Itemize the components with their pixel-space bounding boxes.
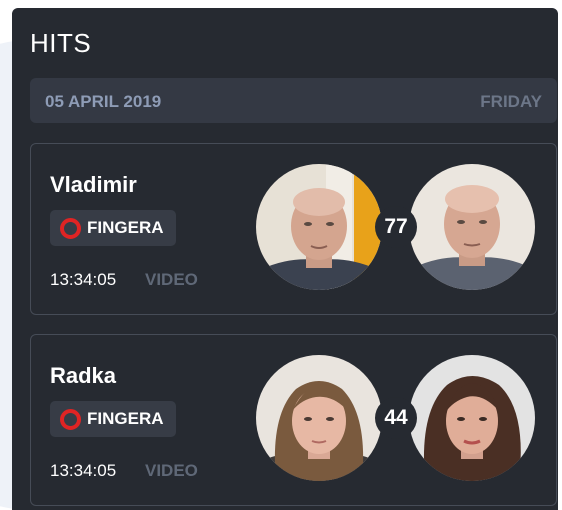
date-label: 05 APRIL 2019 (45, 92, 162, 111)
watchlist-ring-icon (60, 409, 81, 430)
hits-panel (12, 8, 558, 510)
person-name: Vladimir (50, 172, 137, 197)
hit-time: 13:34:05 (50, 270, 117, 289)
day-label: FRIDAY (480, 92, 542, 111)
reference-face-image (409, 164, 535, 290)
captured-face-image (256, 164, 382, 290)
watchlist-tag (50, 210, 176, 246)
person-name: Radka (50, 363, 117, 388)
watchlist-tag (50, 401, 176, 437)
hit-card[interactable] (30, 143, 557, 315)
reference-face-image (409, 355, 535, 481)
match-score-badge: 44 (375, 397, 417, 439)
captured-face-image (256, 355, 382, 481)
hit-source: VIDEO (145, 461, 198, 480)
hit-card[interactable] (30, 334, 557, 506)
watchlist-label: FINGERA (87, 409, 164, 428)
hit-time: 13:34:05 (50, 461, 117, 480)
hit-source: VIDEO (145, 270, 198, 289)
match-score-badge: 77 (375, 206, 417, 248)
watchlist-label: FINGERA (87, 218, 164, 237)
date-group-header (30, 78, 557, 123)
panel-title: HITS (30, 28, 92, 58)
watchlist-ring-icon (60, 218, 81, 239)
